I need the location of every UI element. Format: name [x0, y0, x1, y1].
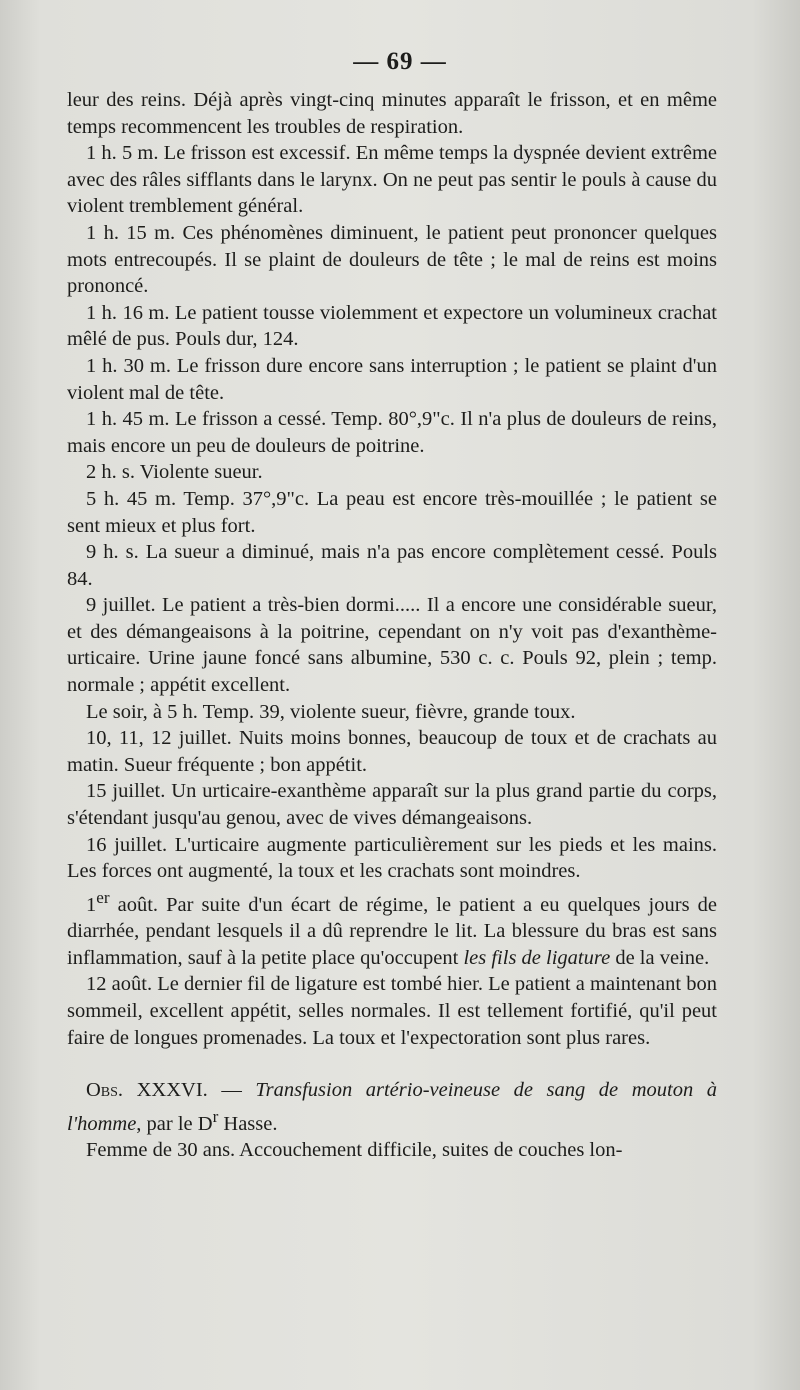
paragraph-2: 1 h. 15 m. Ces phénomènes diminuent, le patient peut prononcer quelques mots entrecoupés. Il se plaint de douleurs de tête ; le mal de reins est moins prononcé.	[67, 221, 717, 298]
paragraph-6: 2 h. s. Violente sueur.	[86, 461, 263, 484]
paragraph-aout-1	[67, 885, 717, 972]
aout-ordinal: er	[96, 887, 110, 907]
paragraph-11: 10, 11, 12 juillet. Nuits moins bonnes, beaucoup de toux et de crachats au matin. Sueur fréquente ; bon appétit.	[67, 727, 717, 776]
paragraph-0: leur des reins. Déjà après vingt-cinq minutes apparaît le frisson, et en même temps recommencent les troubles de respiration.	[67, 89, 717, 138]
observation-heading	[67, 1077, 717, 1137]
paragraph-13: 16 juillet. L'urticaire augmente particulièrement sur les pieds et les mains. Les forces ont augmenté, la toux et les crachats sont moindres.	[67, 833, 717, 883]
paragraph-4: 1 h. 30 m. Le frisson dure encore sans interruption ; le patient se plaint d'un violent mal de tête.	[67, 354, 717, 404]
observation-by-prefix: , par le D	[136, 1112, 213, 1135]
paragraph-9: 9 juillet. Le patient a très-bien dormi..... Il a encore une considérable sueur, et des démangeaisons à la poitrine, cependant on n'y voit pas d'exanthème-urticaire. Urine jaune foncé sans albumine, 530 c. c. Pouls 92, plein ; temp. normale ; appétit excellent.	[67, 594, 717, 697]
paragraph-3: 1 h. 16 m. Le patient tousse violemment et expectore un volumineux crachat mêlé de pus. Pouls dur, 124.	[67, 301, 717, 351]
paragraph-8: 9 h. s. La sueur a diminué, mais n'a pas encore complètement cessé. Pouls 84.	[67, 541, 717, 590]
paragraph-10: Le soir, à 5 h. Temp. 39, violente sueur, fièvre, grande toux.	[86, 700, 576, 723]
aout-text-before: août. Par suite d'un écart de régime, le patient a eu quelques jours de diarrhée, pendant lesquels il a dû reprendre le lit. La blessure du bras est sans inflammation, sauf à la petite place qu'occupent	[67, 893, 717, 969]
observation-label: Obs. XXXVI.	[86, 1079, 208, 1102]
paragraph-aout-12: 12 août. Le dernier fil de ligature est tombé hier. Le patient a maintenant bon sommeil, excellent appétit, selles normales. Il est tellement fortifié, qu'il peut faire de longues promenades. La toux et l'expectoration sont plus rares.	[67, 973, 717, 1049]
paragraph-7: 5 h. 45 m. Temp. 37°,9"c. La peau est encore très-mouillée ; le patient se sent mieux et plus fort.	[67, 487, 717, 537]
paragraph-last: Femme de 30 ans. Accouchement difficile, suites de couches lon-	[86, 1139, 623, 1162]
paragraph-12: 15 juillet. Un urticaire-exanthème apparaît sur la plus grand partie du corps, s'étendant jusqu'au genou, avec de vives démangeaisons.	[67, 780, 717, 830]
aout-day: 1	[86, 893, 97, 916]
page-number: — 69 —	[353, 48, 447, 75]
aout-text-after: de la veine.	[610, 946, 710, 969]
observation-author: Hasse.	[218, 1112, 278, 1135]
observation-by-sup: r	[212, 1106, 219, 1126]
paragraph-5: 1 h. 45 m. Le frisson a cessé. Temp. 80°,9"c. Il n'a plus de douleurs de reins, mais encore un peu de douleurs de poitrine.	[67, 408, 717, 457]
observation-dash: —	[207, 1079, 256, 1102]
body-text	[67, 87, 717, 1164]
observation-title: Transfusion artério-veineuse de sang de mouton à l'homme	[67, 1079, 717, 1135]
section-gap	[67, 1051, 717, 1077]
aout-italic: les fils de ligature	[463, 946, 611, 969]
paragraph-1: 1 h. 5 m. Le frisson est excessif. En même temps la dyspnée devient extrême avec des râles sifflants dans le larynx. On ne peut pas sentir le pouls à cause du violent tremblement général.	[67, 142, 717, 218]
